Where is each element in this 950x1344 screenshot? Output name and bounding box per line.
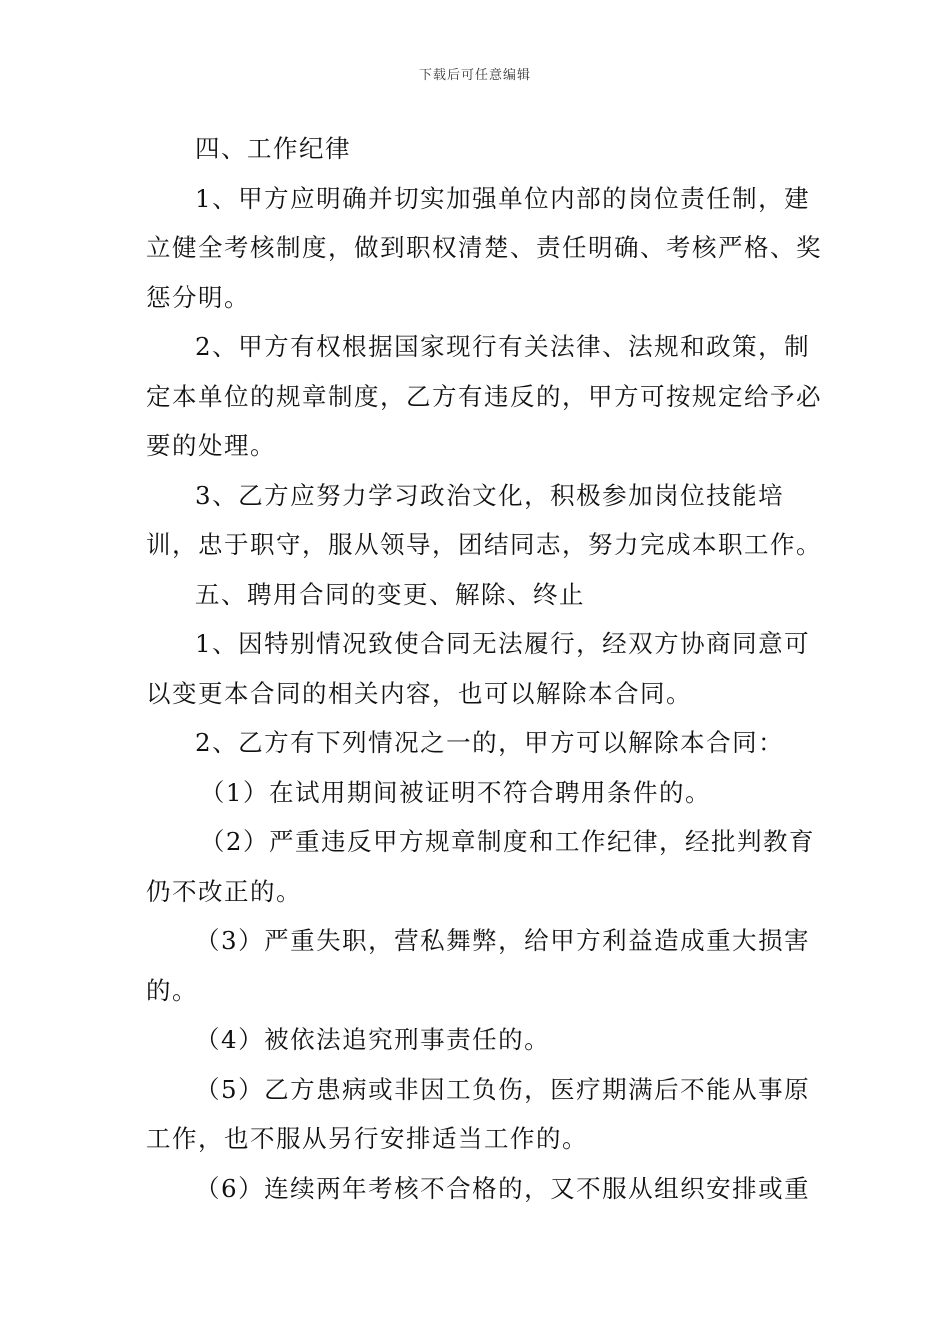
paragraph-subclause: （5）乙方患病或非因工负伤，医疗期满后不能从事原工作，也不服从另行安排适当工作的。	[146, 1074, 811, 1153]
paragraph-clause: 2、乙方有下列情况之一的，甲方可以解除本合同：	[195, 728, 785, 757]
paragraph-clause: 2、甲方有权根据国家现行有关法律、法规和政策，制定本单位的规章制度，乙方有违反的，甲方可按规定给予必要的处理。	[146, 332, 822, 460]
document-body	[146, 124, 826, 1213]
paragraph-subclause: （1）在试用期间被证明不符合聘用条件的。	[199, 777, 711, 807]
paragraph-clause: 1、因特别情况致使合同无法履行，经双方协商同意可以变更本合同的相关内容，也可以解除本合同。	[146, 629, 811, 708]
paragraph-clause: 3、乙方应努力学习政治文化，积极参加岗位技能培训，忠于职守，服从领导，团结同志，努力完成本职工作。	[146, 480, 822, 559]
paragraph-subclause: （4）被依法追究刑事责任的。	[195, 1025, 551, 1054]
paragraph-subclause: （6）连续两年考核不合格的，又不服从组织安排或重	[195, 1173, 811, 1203]
paragraph-subclause: （3）严重失职，营私舞弊，给甲方利益造成重大损害的。	[146, 926, 811, 1005]
section-heading-termination: 五、聘用合同的变更、解除、终止	[195, 579, 585, 609]
page-header-note: 下载后可任意编辑	[418, 68, 531, 83]
section-heading-discipline: 四、工作纪律	[195, 134, 351, 163]
paragraph-clause: 1、甲方应明确并切实加强单位内部的岗位责任制，建立健全考核制度，做到职权清楚、责任明确、考核严格、奖惩分明。	[146, 183, 822, 312]
paragraph-subclause: （2）严重违反甲方规章制度和工作纪律，经批判教育仍不改正的。	[146, 827, 815, 906]
